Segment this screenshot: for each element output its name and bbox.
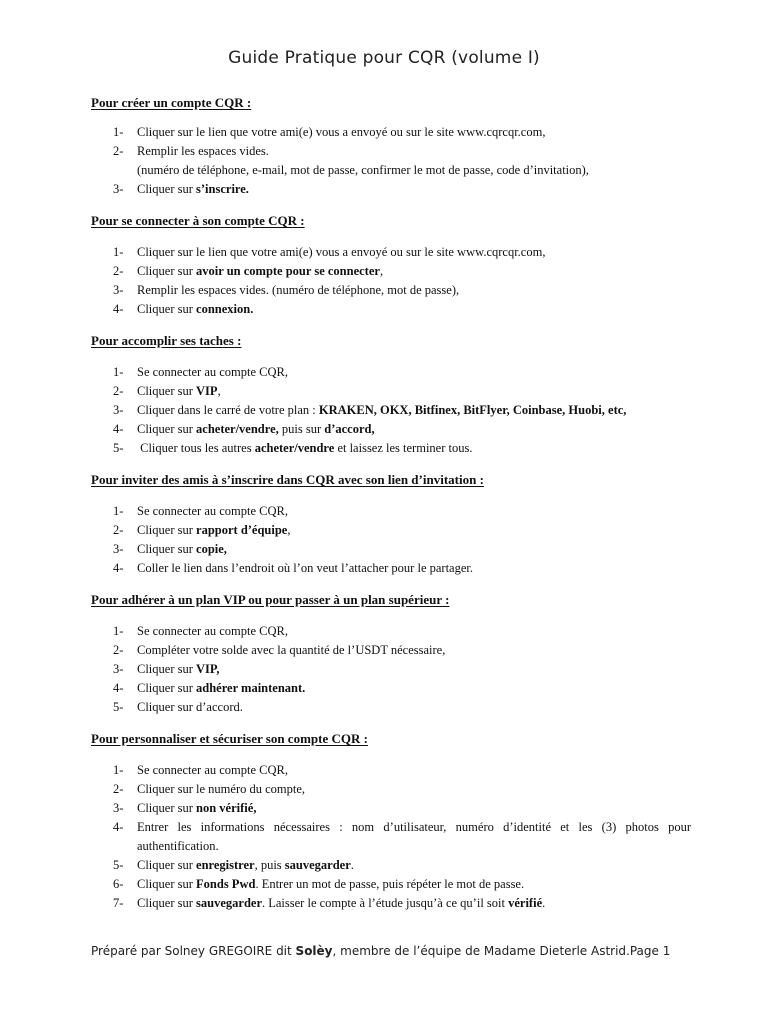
step-number: 4-: [113, 820, 124, 834]
step-text: Cliquer dans le carré de votre plan :: [137, 403, 319, 417]
footer-prefix: Préparé par Solney GREGOIRE dit: [91, 944, 296, 958]
step-text: Cliquer sur: [137, 681, 197, 695]
step-text: Cliquer sur: [137, 896, 197, 910]
step-text: ,: [217, 384, 221, 398]
step-text-bold: avoir un compte pour se connecter: [196, 264, 380, 278]
list-item: [91, 856, 691, 875]
step-text: Cliquer sur d’accord.: [137, 700, 243, 714]
step-text-bold: VIP: [196, 384, 218, 398]
list-item: [91, 243, 691, 262]
list-item: [91, 420, 691, 439]
step-number: 3-: [113, 182, 124, 196]
step-number: 3-: [113, 403, 124, 417]
step-text: Cliquer sur: [137, 877, 197, 891]
document-title: Guide Pratique pour CQR (volume I): [228, 48, 540, 68]
step-text: Cliquer sur: [137, 302, 197, 316]
list-item: [91, 641, 691, 660]
step-text-bold: s’inscrire.: [196, 182, 249, 196]
footer-nickname: Solèy: [295, 944, 333, 958]
section-heading-create-account: Pour créer un compte CQR :: [91, 95, 252, 110]
step-number: 5-: [113, 858, 124, 872]
section-heading-secure-account: Pour personnaliser et sécuriser son compte CQR :: [91, 731, 368, 746]
step-text-bold: vérifié: [508, 896, 543, 910]
step-text: Se connecter au compte CQR,: [137, 624, 288, 638]
step-number: 4-: [113, 422, 124, 436]
step-text: .: [350, 858, 354, 872]
step-number: 4-: [113, 681, 124, 695]
steps-login: [91, 243, 691, 319]
step-number: 2-: [113, 144, 124, 158]
step-text-bold: acheter/vendre: [254, 441, 335, 455]
step-number: 1-: [113, 245, 124, 259]
step-number: 3-: [113, 801, 124, 815]
step-number: 1-: [113, 624, 124, 638]
list-item: [91, 622, 691, 641]
step-text-bold: acheter/vendre,: [196, 422, 279, 436]
section-heading-invite-friends: Pour inviter des amis à s’inscrire dans CQR avec son lien d’invitation :: [91, 472, 484, 487]
list-item: [91, 180, 691, 199]
list-item: [91, 262, 691, 281]
step-number: 5-: [113, 700, 124, 714]
steps-tasks: [91, 363, 691, 458]
step-text: Cliquer sur: [137, 662, 197, 676]
step-number: 2-: [113, 523, 124, 537]
step-text: Cliquer sur le numéro du compte,: [137, 782, 306, 796]
list-item: [91, 363, 691, 382]
step-number: 5-: [113, 441, 124, 455]
step-text: Cliquer sur le lien que votre ami(e) vous a envoyé ou sur le site www.cqrcqr.com,: [137, 125, 546, 139]
step-text: ,: [379, 264, 384, 278]
step-text-bold: Fonds Pwd: [196, 877, 256, 891]
step-text: Cliquer sur le lien que votre ami(e) vous a envoyé ou sur le site www.cqrcqr.com,: [137, 245, 546, 259]
steps-create-account: [91, 123, 691, 199]
step-text-bold: KRAKEN, OKX, Bitfinex, BitFlyer, Coinbase, Huobi, etc,: [318, 403, 627, 417]
step-number: 2-: [113, 384, 124, 398]
step-number: 1-: [113, 365, 124, 379]
list-item: [91, 894, 691, 913]
step-text: Cliquer sur: [137, 858, 197, 872]
list-item: [91, 780, 691, 799]
step-text: Cliquer sur: [137, 182, 197, 196]
step-text: puis sur: [278, 422, 325, 436]
list-item: [91, 300, 691, 319]
step-text-bold: d’accord,: [324, 422, 375, 436]
step-text: Se connecter au compte CQR,: [137, 763, 288, 777]
step-text: . Laisser le compte à l’étude jusqu’à ce qu’il soit: [262, 896, 509, 910]
step-number: 6-: [113, 877, 124, 891]
steps-invite-friends: [91, 502, 691, 578]
list-item: [91, 521, 691, 540]
list-item: [91, 540, 691, 559]
section-heading-login: Pour se connecter à son compte CQR :: [91, 213, 305, 228]
step-number: 1-: [113, 504, 124, 518]
list-item: [91, 502, 691, 521]
list-item: [91, 439, 691, 458]
step-text-bold: non vérifié,: [196, 801, 257, 815]
step-text-bold: rapport d’équipe: [196, 523, 288, 537]
step-text: Compléter votre solde avec la quantité de l’USDT nécessaire,: [137, 643, 446, 657]
step-text: Remplir les espaces vides.: [137, 144, 269, 158]
step-text: Se connecter au compte CQR,: [137, 504, 288, 518]
step-number: 1-: [113, 125, 124, 139]
step-text-bold: sauvegarder: [284, 858, 351, 872]
step-text: Cliquer sur: [137, 264, 197, 278]
step-text: Entrer les informations nécessaires : nom d’utilisateur, numéro d’identité et les (3) photos pour authentification.: [137, 820, 695, 853]
step-number: 7-: [113, 896, 124, 910]
list-item: [91, 142, 691, 180]
list-item: [91, 281, 691, 300]
list-item: [91, 679, 691, 698]
list-item: [91, 761, 691, 780]
step-text: Coller le lien dans l’endroit où l’on veut l’attacher pour le partager.: [137, 561, 473, 575]
step-number: 4-: [113, 561, 124, 575]
list-item: [91, 698, 691, 717]
step-number: 3-: [113, 542, 124, 556]
step-text-bold: copie,: [196, 542, 227, 556]
step-text: Cliquer tous les autres: [137, 441, 255, 455]
list-item: [91, 382, 691, 401]
step-text-bold: VIP,: [196, 662, 220, 676]
section-heading-vip-plan: Pour adhérer à un plan VIP ou pour passer à un plan supérieur :: [91, 592, 450, 607]
section-heading-tasks: Pour accomplir ses taches :: [91, 333, 242, 348]
footer-suffix: , membre de l’équipe de Madame Dieterle Astrid.Page 1: [332, 944, 671, 958]
step-number: 2-: [113, 264, 124, 278]
step-number: 3-: [113, 283, 124, 297]
list-item: [91, 875, 691, 894]
step-number: 1-: [113, 763, 124, 777]
step-extra-text: (numéro de téléphone, e-mail, mot de passe, confirmer le mot de passe, code d’invitation),: [137, 163, 589, 177]
step-text: . Entrer un mot de passe, puis répéter le mot de passe.: [255, 877, 525, 891]
list-item: [91, 660, 691, 679]
step-text: Cliquer sur: [137, 384, 197, 398]
steps-vip-plan: [91, 622, 691, 717]
step-number: 2-: [113, 782, 124, 796]
steps-secure-account: [91, 761, 695, 913]
step-text: ,: [287, 523, 291, 537]
step-text: Cliquer sur: [137, 801, 197, 815]
step-text: Se connecter au compte CQR,: [137, 365, 288, 379]
step-text-bold: connexion.: [196, 302, 254, 316]
step-text-bold: enregistrer: [196, 858, 255, 872]
step-text: Cliquer sur: [137, 422, 197, 436]
list-item: [91, 559, 691, 578]
list-item: [91, 401, 691, 420]
step-text: .: [542, 896, 546, 910]
step-text: Cliquer sur: [137, 542, 197, 556]
step-text: et laissez les terminer tous.: [334, 441, 473, 455]
step-text: , puis: [254, 858, 285, 872]
list-item: [91, 799, 691, 818]
step-text: Cliquer sur: [137, 523, 197, 537]
step-number: 2-: [113, 643, 124, 657]
list-item: [91, 818, 695, 856]
list-item: [91, 123, 691, 142]
page-footer: [91, 944, 670, 958]
step-text: Remplir les espaces vides. (numéro de téléphone, mot de passe),: [137, 283, 460, 297]
step-text-bold: adhérer maintenant.: [196, 681, 306, 695]
step-number: 3-: [113, 662, 124, 676]
step-text-bold: sauvegarder: [196, 896, 262, 910]
step-number: 4-: [113, 302, 124, 316]
